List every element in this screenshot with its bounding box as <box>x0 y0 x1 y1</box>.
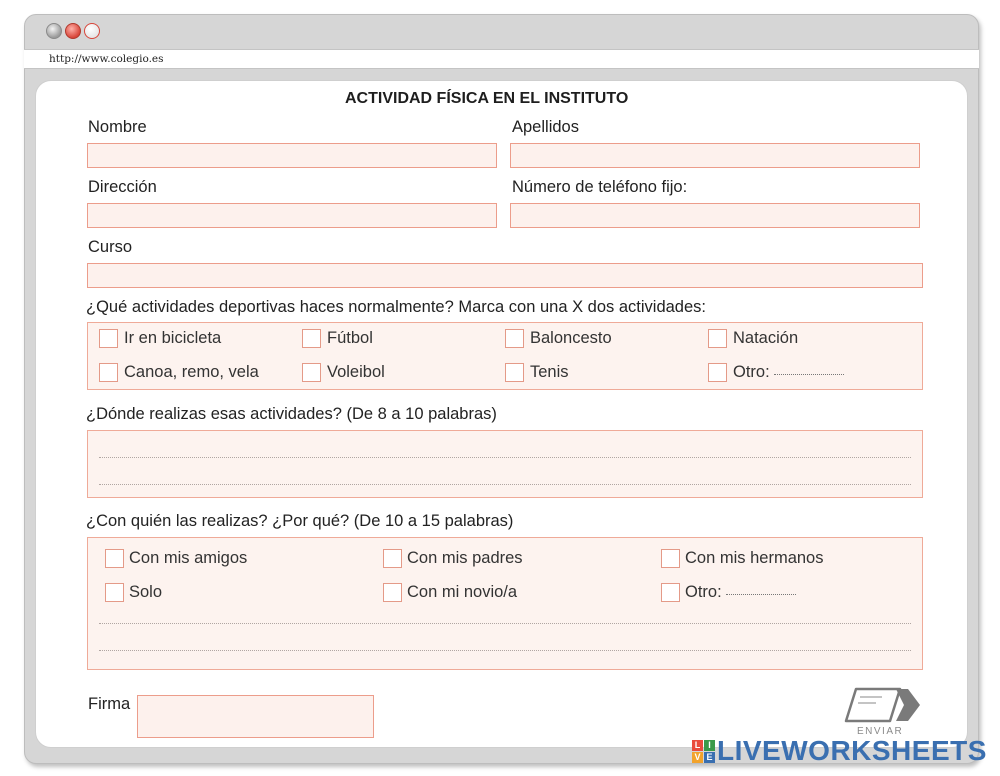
checkbox-natacion[interactable] <box>708 329 727 348</box>
option-tenis: Tenis <box>530 363 569 381</box>
checkbox-baloncesto[interactable] <box>505 329 524 348</box>
send-icon <box>842 685 922 729</box>
firma-input[interactable] <box>137 695 374 738</box>
otro-actividad-input[interactable] <box>774 374 844 375</box>
answer-line <box>99 457 911 458</box>
telefono-input[interactable] <box>510 203 920 228</box>
logo-mark <box>692 740 715 763</box>
logo-letter: I <box>704 740 715 751</box>
question-actividades: ¿Qué actividades deportivas haces normalmente? Marca con una X dos actividades: <box>86 298 706 316</box>
option-novio: Con mi novio/a <box>407 583 518 601</box>
option-canoa: Canoa, remo, vela <box>124 363 259 381</box>
option-hermanos: Con mis hermanos <box>685 549 824 567</box>
address-bar[interactable] <box>24 49 979 69</box>
checkbox-futbol[interactable] <box>302 329 321 348</box>
window-controls <box>46 23 100 39</box>
logo-letter: E <box>704 752 715 763</box>
checkbox-canoa[interactable] <box>99 363 118 382</box>
question-con-quien: ¿Con quién las realizas? ¿Por qué? (De 10 a 15 palabras) <box>86 512 514 530</box>
url-text: http://www.colegio.es <box>49 53 164 65</box>
question-donde: ¿Dónde realizas esas actividades? (De 8 a 10 palabras) <box>86 405 497 423</box>
checkbox-hermanos[interactable] <box>661 549 680 568</box>
option-otro-compania: Otro: <box>685 583 796 602</box>
checkbox-otro-compania[interactable] <box>661 583 680 602</box>
donde-textarea[interactable] <box>87 430 923 498</box>
checkbox-solo[interactable] <box>105 583 124 602</box>
form-title: ACTIVIDAD FÍSICA EN EL INSTITUTO <box>345 90 629 107</box>
label-firma: Firma <box>88 695 131 713</box>
checkbox-voleibol[interactable] <box>302 363 321 382</box>
option-baloncesto: Baloncesto <box>530 329 612 347</box>
option-otro-actividad: Otro: <box>733 363 844 382</box>
checkbox-bicicleta[interactable] <box>99 329 118 348</box>
answer-line <box>99 484 911 485</box>
checkbox-otro-actividad[interactable] <box>708 363 727 382</box>
checkbox-amigos[interactable] <box>105 549 124 568</box>
logo-letter: L <box>692 740 703 751</box>
label-curso: Curso <box>88 238 133 256</box>
option-voleibol: Voleibol <box>327 363 385 381</box>
label-nombre: Nombre <box>88 118 147 136</box>
logo-letter: V <box>692 752 703 763</box>
maximize-button[interactable] <box>84 23 100 39</box>
nombre-input[interactable] <box>87 143 497 168</box>
apellidos-input[interactable] <box>510 143 920 168</box>
checkbox-novio[interactable] <box>383 583 402 602</box>
direccion-input[interactable] <box>87 203 497 228</box>
checkbox-padres[interactable] <box>383 549 402 568</box>
curso-input[interactable] <box>87 263 923 288</box>
otro-compania-input[interactable] <box>726 594 796 595</box>
answer-line[interactable] <box>99 650 911 651</box>
label-apellidos: Apellidos <box>512 118 579 136</box>
option-bicicleta: Ir en bicicleta <box>124 329 222 347</box>
option-futbol: Fútbol <box>327 329 373 347</box>
minimize-button[interactable] <box>46 23 62 39</box>
label-telefono: Número de teléfono fijo: <box>512 178 688 196</box>
option-natacion: Natación <box>733 329 799 347</box>
send-label: ENVIAR <box>857 726 904 737</box>
answer-line[interactable] <box>99 623 911 624</box>
logo-text: LIVEWORKSHEETS <box>717 735 987 766</box>
liveworksheets-logo <box>692 737 987 765</box>
label-direccion: Dirección <box>88 178 157 196</box>
option-amigos: Con mis amigos <box>129 549 248 567</box>
option-padres: Con mis padres <box>407 549 523 567</box>
checkbox-tenis[interactable] <box>505 363 524 382</box>
close-button[interactable] <box>65 23 81 39</box>
option-solo: Solo <box>129 583 163 601</box>
